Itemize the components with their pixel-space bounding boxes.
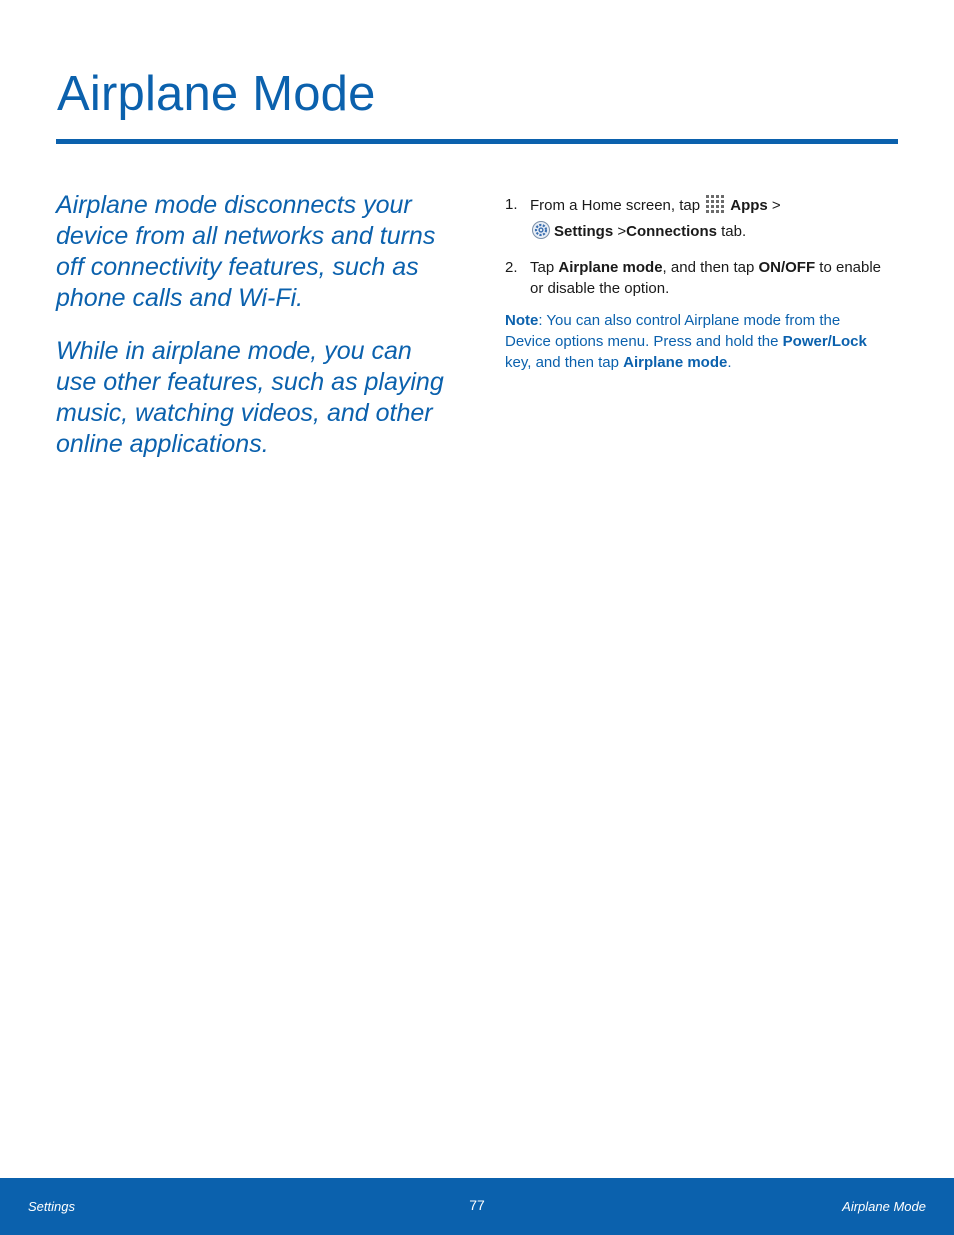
note bbox=[505, 310, 885, 373]
step-text bbox=[530, 194, 885, 246]
intro-paragraph-1: Airplane mode disconnects your device from all networks and turns off connectivity features, such as phone calls and Wi-Fi. bbox=[56, 191, 436, 312]
step-text-segment: From a Home screen, tap bbox=[530, 197, 705, 214]
airplane-mode-label: Airplane mode bbox=[558, 259, 663, 276]
intro-text bbox=[56, 190, 456, 482]
instructions bbox=[505, 194, 885, 373]
page-title: Airplane Mode bbox=[57, 67, 376, 121]
step-text-segment: , and then tap bbox=[662, 259, 759, 276]
note-text-segment: . bbox=[727, 354, 732, 371]
footer-section-name: Settings bbox=[28, 1199, 75, 1214]
note-text-segment: : You can also control Airplane mode from the Device options menu. Press and hold the bbox=[505, 312, 841, 350]
apps-label: Apps bbox=[730, 197, 768, 214]
step-text bbox=[530, 257, 885, 299]
step-text-segment: tab. bbox=[716, 223, 747, 240]
apps-grid-icon bbox=[705, 194, 727, 220]
page-footer bbox=[0, 1178, 954, 1235]
step-1 bbox=[505, 194, 885, 246]
intro-paragraph-2: While in airplane mode, you can use other features, such as playing music, watching videos, and other online applications. bbox=[56, 337, 444, 458]
step-text-segment: > bbox=[767, 197, 781, 214]
footer-chapter-name: Airplane Mode bbox=[842, 1199, 926, 1214]
step-text-segment: > bbox=[613, 223, 627, 240]
note-text-segment: key, and then tap bbox=[505, 354, 624, 371]
step-2 bbox=[505, 257, 885, 299]
page-number: 77 bbox=[469, 1197, 485, 1213]
settings-label: Settings bbox=[554, 223, 614, 240]
airplane-mode-label: Airplane mode bbox=[623, 354, 728, 371]
connections-label: Connections bbox=[626, 223, 717, 240]
step-text-segment: to enable or disable the option. bbox=[530, 259, 882, 297]
step-number: 1. bbox=[505, 196, 518, 213]
title-divider bbox=[56, 139, 898, 144]
on-off-label: ON/OFF bbox=[758, 259, 816, 276]
note-label: Note bbox=[505, 312, 539, 329]
settings-gear-icon bbox=[531, 220, 551, 246]
power-lock-label: Power/Lock bbox=[782, 333, 867, 350]
step-number: 2. bbox=[505, 259, 518, 276]
step-text-segment: Tap bbox=[530, 259, 559, 276]
